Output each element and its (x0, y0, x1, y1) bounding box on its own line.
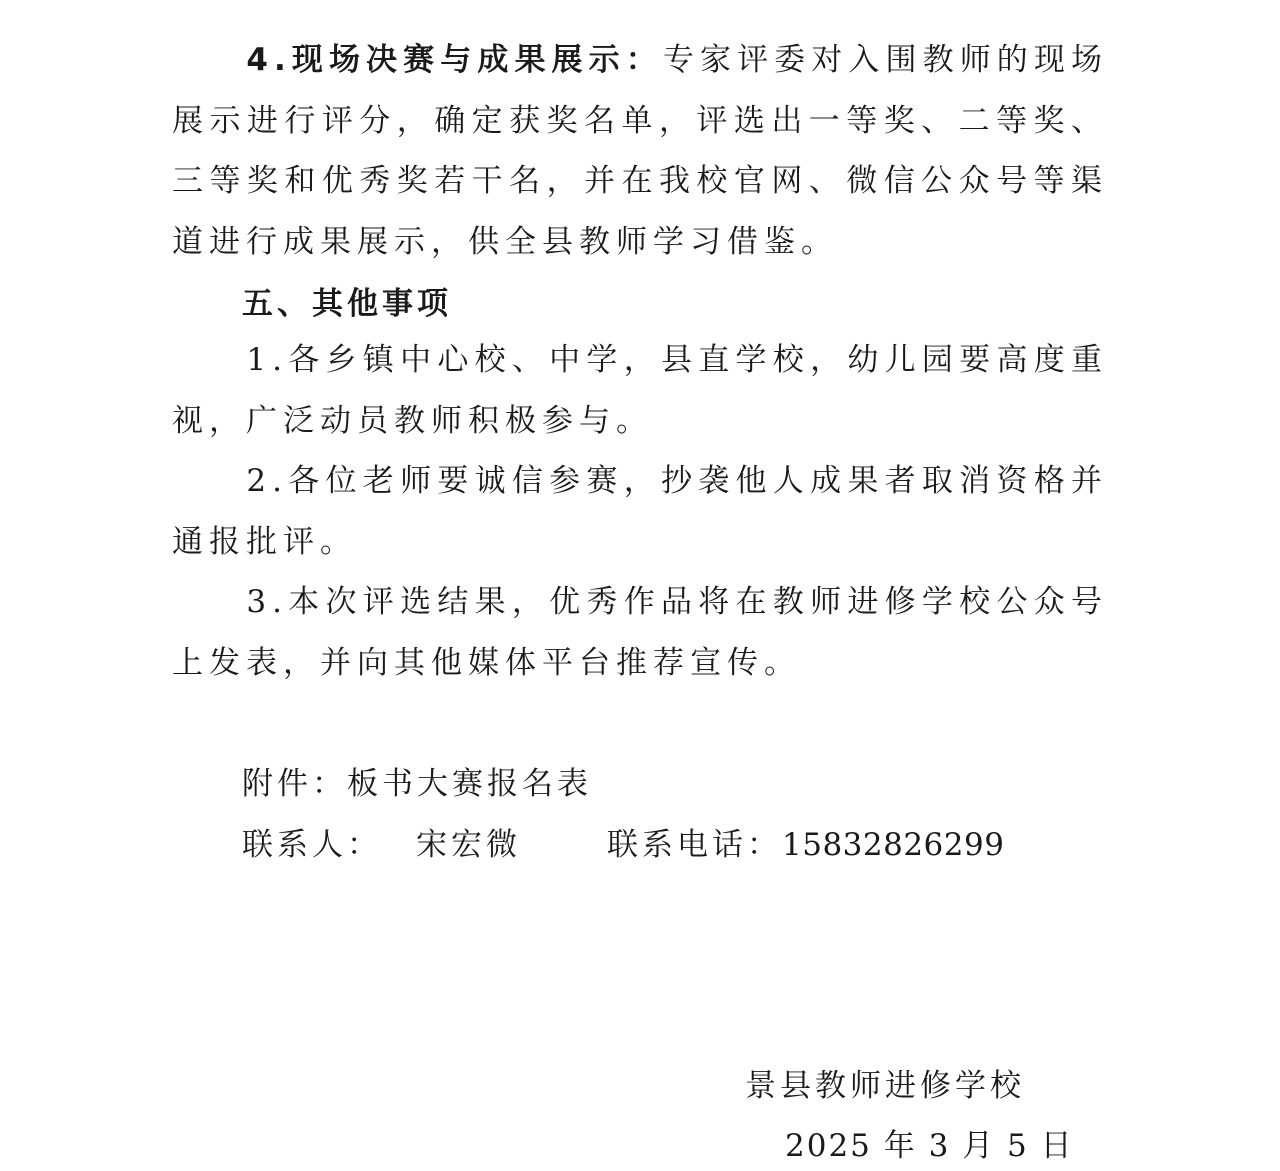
contact-person-line (242, 819, 521, 864)
signature-org: 景县教师进修学校 (745, 1068, 1025, 1104)
contact-person-name: 宋宏微 (416, 827, 521, 863)
contact-person-label: 联系人： (242, 827, 382, 863)
section5-item-2: 2.各位老师要诚信参赛，抄袭他人成果者取消资格并通报批评。 (172, 463, 1108, 560)
attachment-line (242, 758, 592, 803)
contact-phone: 15832826299 (782, 827, 1005, 863)
contact-phone-line (607, 819, 1004, 864)
attachment-name: 板书大赛报名表 (347, 766, 592, 802)
section5-heading: 五、其他事项 (242, 286, 452, 322)
section4-item-text: 专家评委对入围教师的现场展示进行评分，确定获奖名单，评选出一等奖、二等奖、三等奖和优秀奖若干名，并在我校官网、微信公众号等渠道进行成果展示，供全县教师学习借鉴。 (172, 42, 1108, 260)
contact-phone-label: 联系电话： (607, 827, 782, 863)
section4-paragraph (172, 30, 1108, 272)
attachment-label: 附件： (242, 766, 347, 802)
section5-item-1: 1.各乡镇中心校、中学，县直学校，幼儿园要高度重视，广泛动员教师积极参与。 (172, 342, 1108, 439)
signature-date: 2025 年 3 月 5 日 (785, 1128, 1074, 1164)
section4-item-label: 4.现场决赛与成果展示： (246, 42, 663, 78)
section5-item-3: 3.本次评选结果，优秀作品将在教师进修学校公众号上发表，并向其他媒体平台推荐宣传。 (172, 584, 1108, 681)
